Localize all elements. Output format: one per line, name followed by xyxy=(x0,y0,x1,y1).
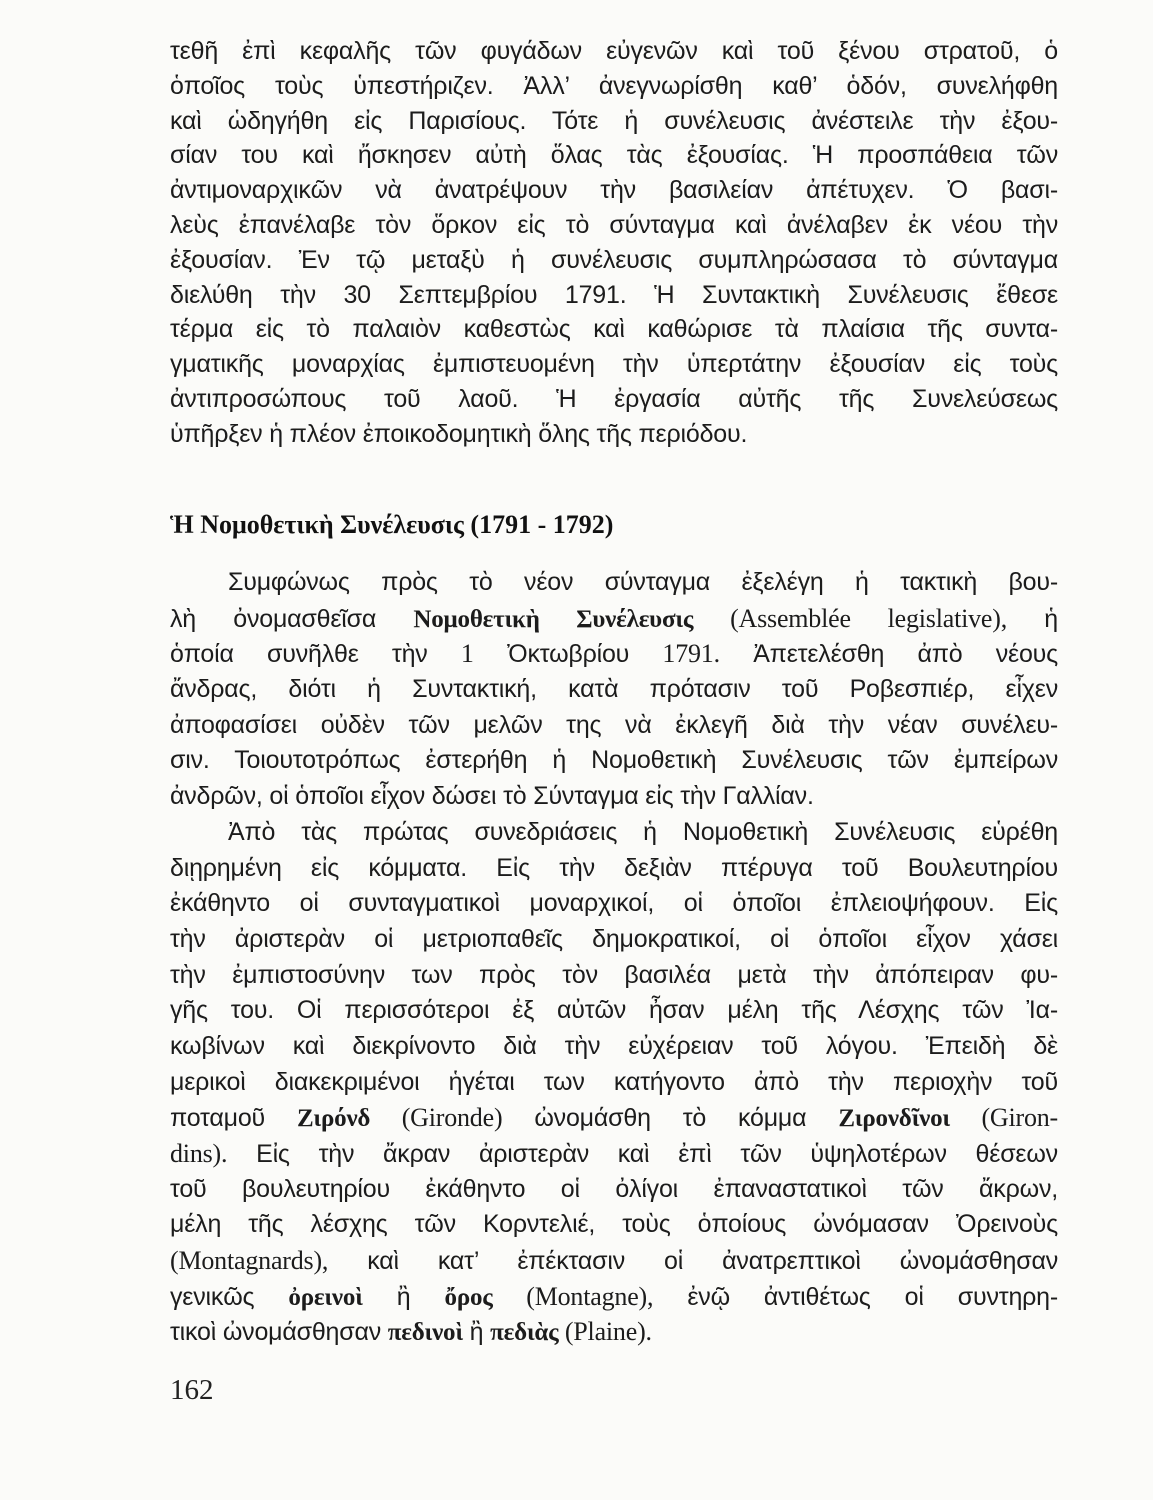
text-line xyxy=(170,208,1058,243)
text-line xyxy=(170,779,1058,815)
text-segment: τέρμα εἰς τὸ παλαιὸν καθεστὼς καὶ καθώρισε τὰ πλαίσια τῆς συντα- xyxy=(170,315,1058,344)
text-line xyxy=(170,34,1058,69)
text-segment: σιν. Τοιουτοτρόπως ἐστερήθη ἡ Νομοθετικὴ Συνέλευσις τῶν ἐμπείρων xyxy=(170,746,1058,775)
page-number: 162 xyxy=(170,1374,214,1406)
text-segment: γματικῆς μοναρχίας ἐμπιστευομένη τὴν ὑπερτάτην ἐξουσίαν εἰς τοὺς xyxy=(170,350,1058,379)
text-segment: μέλη τῆς λέσχης τῶν Κορντελιέ, τοὺς ὁποίους ὠνόμασαν Ὀρεινοὺς xyxy=(170,1210,1058,1239)
text-line xyxy=(170,886,1058,922)
text-line xyxy=(170,243,1058,278)
text-segment: τὴν ἀριστερὰν οἱ μετριοπαθεῖς δημοκρατικοί, οἱ ὁποῖοι εἶχον χάσει xyxy=(170,924,1058,953)
text-segment: (Assemblée legislative), xyxy=(693,603,1008,633)
text-segment: ὑπῆρξεν ἡ πλέον ἐποικοδομητικὴ ὅλης τῆς περιόδου. xyxy=(170,419,748,448)
text-line xyxy=(170,1243,1058,1279)
text-segment: γενικῶς xyxy=(170,1282,289,1311)
text-segment: ἢ xyxy=(462,1318,491,1347)
bold-term: Νομοθετικὴ Συνέλευσις xyxy=(413,605,694,633)
text-line xyxy=(170,993,1058,1029)
text-line xyxy=(170,347,1058,382)
text-segment: ἢ xyxy=(362,1282,445,1311)
text-segment: ἐκάθηντο οἱ συνταγματικοὶ μοναρχικοί, οἱ ὁποῖοι ἐπλειοψήφουν. Εἰς xyxy=(170,889,1058,918)
text-segment: ἐξουσίαν. Ἐν τῷ μεταξὺ ἡ συνέλευσις συμπληρώσασα τὸ σύνταγμα xyxy=(170,245,1058,274)
bold-term: Ζιρονδῖνοι xyxy=(838,1105,950,1133)
text-segment: ὁποῖος τοὺς ὑπεστήριζεν. Ἀλλ’ ἀνεγνωρίσθη καθ’ ὁδόν, συνελήφθη xyxy=(170,71,1058,100)
text-line xyxy=(170,601,1058,637)
text-segment: (Gironde) xyxy=(370,1103,503,1133)
text-line xyxy=(170,138,1058,173)
text-line xyxy=(170,1029,1058,1065)
text-segment: (Giron- xyxy=(949,1103,1059,1133)
text-segment: Συμφώνως πρὸς τὸ νέον σύνταγμα ἐξελέγη ἡ τακτικὴ βου- xyxy=(228,568,1058,596)
text-segment: ἀντιμοναρχικῶν νὰ ἀνατρέψουν τὴν βασιλείαν ἀπέτυχεν. Ὁ βασι- xyxy=(170,176,1058,205)
text-segment: ὁποία συνῆλθε τὴν xyxy=(170,640,461,669)
text-line xyxy=(170,815,1058,851)
text-segment: λεὺς ἐπανέλαβε τὸν ὅρκον εἰς τὸ σύνταγμα καὶ ἀνέλαβεν ἐκ νέου τὴν xyxy=(170,210,1058,239)
text-segment: καὶ ὡδηγήθη εἰς Παρισίους. Τότε ἡ συνέλευσις ἀνέστειλε τὴν ἐξου- xyxy=(170,106,1058,135)
text-line xyxy=(170,672,1058,708)
text-segment: διελύθη τὴν 30 Σεπτεμβρίου 1791. Ἡ Συντακτικὴ Συνέλευσις ἔθεσε xyxy=(170,280,1058,309)
text-segment: ἀποφασίσει οὐδὲν τῶν μελῶν της νὰ ἐκλεγῆ διὰ τὴν νέαν συνέλευ- xyxy=(170,710,1058,739)
bold-term: ὀρεινοὶ xyxy=(288,1283,363,1311)
text-line xyxy=(170,417,1058,452)
text-segment: ποταμοῦ xyxy=(170,1104,297,1133)
text-segment: καὶ κατ’ ἐπέκτασιν οἱ ἀνατρεπτικοὶ ὠνομάσθησαν xyxy=(328,1247,1058,1276)
text-line xyxy=(170,708,1058,744)
text-segment: Ἀπὸ τὰς πρώτας συνεδριάσεις ἡ Νομοθετικὴ Συνέλευσις εὑρέθη xyxy=(228,817,1058,846)
text-line xyxy=(170,382,1058,417)
text-segment: 1791. xyxy=(662,639,720,669)
text-segment: κωβίνων καὶ διεκρίνοντο διὰ τὴν εὐχέρειαν τοῦ λόγου. Ἐπειδὴ δὲ xyxy=(170,1031,1058,1060)
text-line xyxy=(170,958,1058,994)
text-line xyxy=(170,1136,1058,1172)
text-line xyxy=(170,1207,1058,1243)
section-heading: Ἡ Νομοθετικὴ Συνέλευσις (1791 - 1792) xyxy=(170,510,614,539)
text-segment: τεθῆ ἐπὶ κεφαλῆς τῶν φυγάδων εὐγενῶν καὶ τοῦ ξένου στρατοῦ, ὁ xyxy=(170,37,1058,65)
text-line xyxy=(170,1314,1058,1350)
text-line xyxy=(170,104,1058,139)
text-segment: 1 xyxy=(460,639,474,669)
text-segment: ὠνομάσθη τὸ κόμμα xyxy=(502,1104,839,1133)
text-segment: ἀνδρῶν, οἱ ὁποῖοι εἶχον δώσει τὸ Σύνταγμα εἰς τὴν Γαλλίαν. xyxy=(170,782,814,811)
text-segment: γῆς του. Οἱ περισσότεροι ἐξ αὐτῶν ἦσαν μέλη τῆς Λέσχης τῶν Ἰα- xyxy=(170,996,1058,1025)
text-segment: τικοὶ ὠνομάσθησαν xyxy=(170,1318,388,1347)
text-line xyxy=(170,312,1058,347)
text-segment: ἀντιπροσώπους τοῦ λαοῦ. Ἡ ἐργασία αὐτῆς τῆς Συνελεύσεως xyxy=(170,384,1058,413)
text-line xyxy=(170,1065,1058,1101)
text-segment: σίαν του καὶ ἤσκησεν αὐτὴ ὅλας τὰς ἐξουσίας. Ἡ προσπάθεια τῶν xyxy=(170,141,1058,170)
text-segment: ἐνῷ ἀντιθέτως οἱ συντηρη- xyxy=(653,1282,1058,1311)
text-segment: τοῦ βουλευτηρίου ἐκάθηντο οἱ ὀλίγοι ἐπαναστατικοὶ τῶν ἄκρων, xyxy=(170,1174,1058,1203)
text-segment: Εἰς τὴν ἄκραν ἀριστερὰν καὶ ἐπὶ τῶν ὑψηλοτέρων θέσεων xyxy=(227,1140,1058,1168)
text-line xyxy=(170,69,1058,104)
text-line xyxy=(170,743,1058,779)
text-segment: (Plaine). xyxy=(558,1317,652,1347)
text-segment: ἄνδρας, διότι ἡ Συντακτική, κατὰ πρότασιν τοῦ Ροβεσπιέρ, εἶχεν xyxy=(170,675,1058,704)
text-segment: (Montagne), xyxy=(492,1281,654,1311)
text-segment: διῃρημένη εἰς κόμματα. Εἰς τὴν δεξιὰν πτέρυγα τοῦ Βουλευτηρίου xyxy=(170,853,1058,882)
text-line xyxy=(170,636,1058,672)
text-segment: λὴ ὀνομασθεῖσα xyxy=(170,604,414,633)
text-segment: dins). xyxy=(170,1139,228,1168)
text-line xyxy=(170,851,1058,887)
text-segment: μερικοὶ διακεκριμένοι ἡγέται των κατήγοντο ἀπὸ τὴν περιοχὴν τοῦ xyxy=(170,1067,1058,1096)
text-segment: Ὀκτωβρίου xyxy=(473,640,663,669)
paragraph-1 xyxy=(170,34,1058,452)
text-line xyxy=(170,173,1058,208)
text-segment: Ἀπετελέσθη ἀπὸ νέους xyxy=(719,640,1059,669)
bold-term: πεδιὰς xyxy=(490,1319,559,1347)
text-segment: τὴν ἐμπιστοσύνην των πρὸς τὸν βασιλέα μετὰ τὴν ἀπόπειραν φυ- xyxy=(170,960,1058,989)
text-line xyxy=(170,1279,1058,1315)
text-line xyxy=(170,922,1058,958)
bold-term: πεδινοὶ xyxy=(387,1319,463,1347)
paragraph-2 xyxy=(170,565,1058,1350)
bold-term: ὄρος xyxy=(444,1283,493,1311)
text-line xyxy=(170,278,1058,313)
text-line xyxy=(170,1100,1058,1136)
text-line xyxy=(170,565,1058,601)
bold-term: Ζιρόνδ xyxy=(296,1105,371,1133)
text-segment: ἡ xyxy=(1007,604,1058,633)
text-segment: (Montagnards), xyxy=(170,1246,329,1276)
text-line xyxy=(170,1172,1058,1208)
